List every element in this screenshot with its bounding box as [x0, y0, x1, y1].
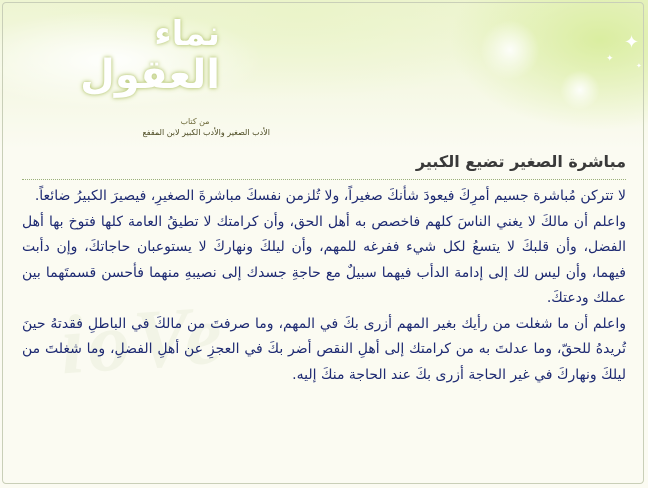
logo-line-1: نماء [154, 14, 220, 54]
article-title: مباشرة الصغير تضيع الكبير [415, 152, 626, 171]
site-logo [30, 14, 220, 114]
sparkle-icon: ✦ [636, 62, 642, 70]
glow-orb [480, 20, 540, 80]
header-banner [0, 0, 648, 150]
paragraph: لا تتركن مُباشرة جسيم أمرِكَ فيعودَ شأنكَ صغيراً، ولا تُلزمن نفسكَ مباشرةَ الصغيرِ، فيصيرَ الكبيرُ ضائعاً. [34, 188, 626, 204]
watermark: ioVe [57, 288, 229, 393]
paragraph: واعلم أن مالكَ لا يغني الناسَ كلهم فاخصص به أهل الحق، وأن كرامتك لا تطيقُ العامة كلها فتوخ بها أهل الفضل، وأن قلبكَ لا يتسعُ لكل شيء ففرغه للمهم، وأن ليلكَ ونهاركَ لا يستوعبان حاجاتكَ، وإن دأبت فيهما، وأن ليس لك إلى إدامة الدأب فيهما سبيلٌ مع حاجةِ جسدك إلى نصيبهِ منهما فأحسن قسمتَهما بين عملك ودعتكَ. [22, 213, 626, 306]
glow-orb [560, 70, 600, 110]
article-body [22, 184, 626, 388]
title-divider [22, 179, 626, 180]
subtitle-book: الأدب الصغير والأدب الكبير لابن المقفع [142, 128, 270, 137]
sparkle-icon: ✦ [624, 32, 640, 53]
subtitle-from: من كتاب [180, 117, 210, 126]
paragraph: واعلم أن ما شغلت من رأيك بغير المهم أزرى بكَ في المهم، وما صرفتَ من مالكَ في الباطلِ فقدتهُ حينَ تُريدهُ للحقّ، وما عدلتَ به من كرامتك إلى أهلِ النقص أضر بكَ في العجزِ عن أهلِ الفضلِ، وما شغلتَ من ليلكَ ونهاركَ في غير الحاجة أزرى بكَ عند الحاجة منكَ إليه. [22, 315, 626, 383]
sparkle-icon: ✦ [606, 54, 614, 64]
logo-line-2: العقول [80, 52, 220, 98]
